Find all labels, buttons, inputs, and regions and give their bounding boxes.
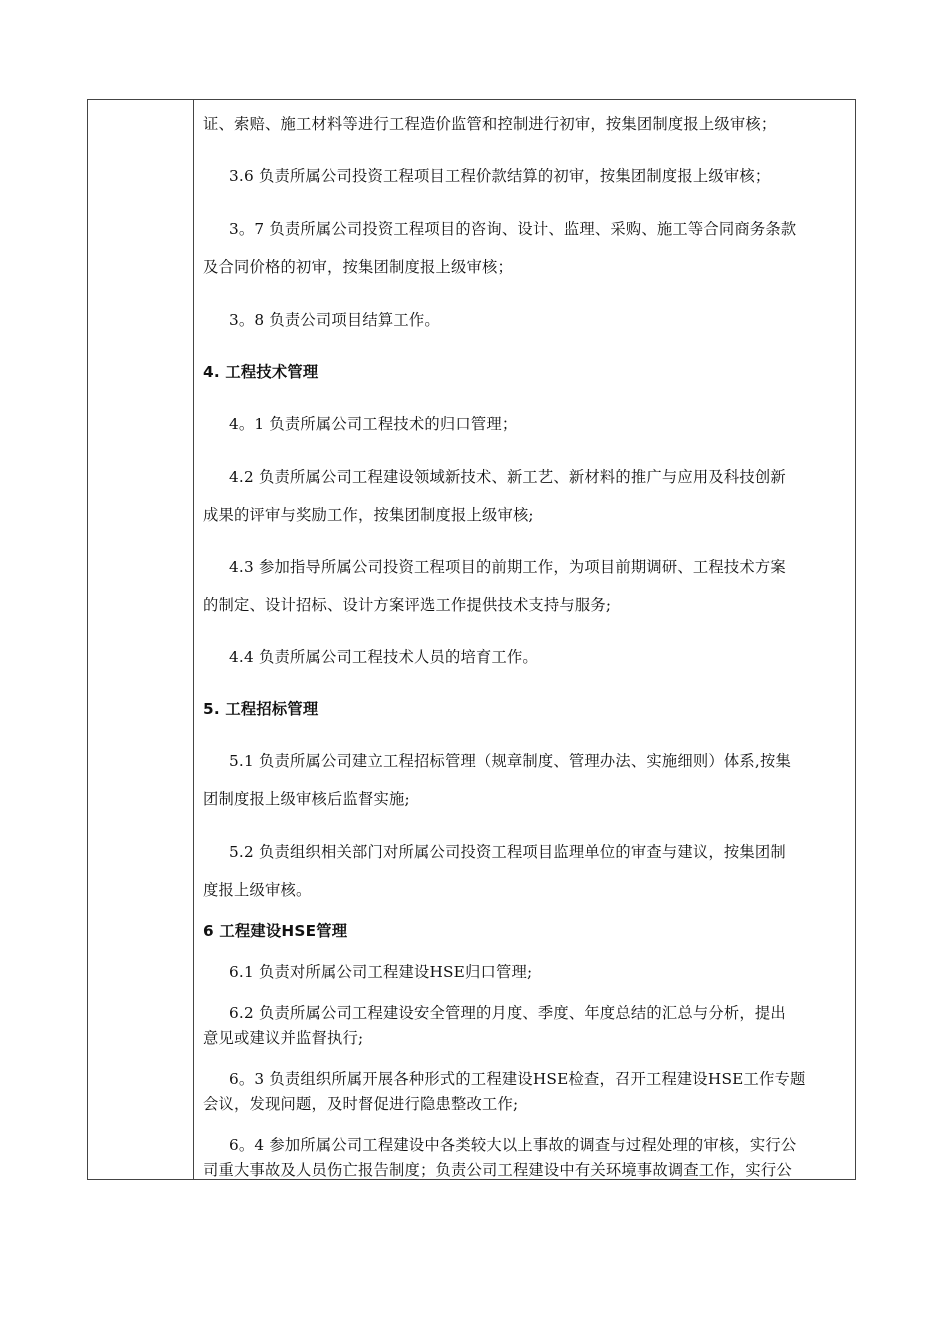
item-3-8: 3。8 负责公司项目结算工作。 bbox=[229, 311, 440, 329]
body-line: 及合同价格的初审，按集团制度报上级审核； bbox=[203, 258, 513, 276]
body-line: 的制定、设计招标、设计方案评选工作提供技术支持与服务; bbox=[203, 596, 612, 614]
body-line: 成果的评审与奖励工作，按集团制度报上级审核; bbox=[203, 506, 534, 524]
item-5-2: 5.2 负责组织相关部门对所属公司投资工程项目监理单位的审查与建议，按集团制 bbox=[229, 843, 786, 861]
section-heading-6: 6 工程建设HSE管理 bbox=[203, 922, 348, 940]
body-line: 团制度报上级审核后监督实施; bbox=[203, 790, 410, 808]
item-6-3: 6。3 负责组织所属开展各种形式的工程建设HSE检查，召开工程建设HSE工作专题 bbox=[229, 1070, 806, 1088]
body-line: 司重大事故及人员伤亡报告制度；负责公司工程建设中有关环境事故调查工作，实行公 bbox=[203, 1161, 792, 1179]
item-6-2: 6.2 负责所属公司工程建设安全管理的月度、季度、年度总结的汇总与分析，提出 bbox=[229, 1004, 786, 1022]
item-6-4: 6。4 参加所属公司工程建设中各类较大以上事故的调查与过程处理的审核，实行公 bbox=[229, 1136, 797, 1154]
body-line: 会议，发现问题，及时督促进行隐患整改工作; bbox=[203, 1095, 519, 1113]
item-3-6: 3.6 负责所属公司投资工程项目工程价款结算的初审，按集团制度报上级审核； bbox=[229, 167, 771, 185]
item-6-1: 6.1 负责对所属公司工程建设HSE归口管理; bbox=[229, 963, 533, 981]
body-line: 意见或建议并监督执行; bbox=[203, 1029, 364, 1047]
item-4-2: 4.2 负责所属公司工程建设领域新技术、新工艺、新材料的推广与应用及科技创新 bbox=[229, 468, 786, 486]
item-4-1: 4。1 负责所属公司工程技术的归口管理； bbox=[229, 415, 518, 433]
body-line: 证、索赔、施工材料等进行工程造价监管和控制进行初审，按集团制度报上级审核； bbox=[203, 115, 777, 133]
body-line: 度报上级审核。 bbox=[203, 881, 312, 899]
item-3-7: 3。7 负责所属公司投资工程项目的咨询、设计、监理、采购、施工等合同商务条款 bbox=[229, 220, 797, 238]
item-4-3: 4.3 参加指导所属公司投资工程项目的前期工作，为项目前期调研、工程技术方案 bbox=[229, 558, 786, 576]
section-heading-4: 4. 工程技术管理 bbox=[203, 363, 319, 381]
item-5-1: 5.1 负责所属公司建立工程招标管理（规章制度、管理办法、实施细则）体系,按集 bbox=[229, 752, 791, 770]
item-4-4: 4.4 负责所属公司工程技术人员的培育工作。 bbox=[229, 648, 538, 666]
section-heading-5: 5. 工程招标管理 bbox=[203, 700, 319, 718]
left-label-cell bbox=[88, 100, 194, 1179]
